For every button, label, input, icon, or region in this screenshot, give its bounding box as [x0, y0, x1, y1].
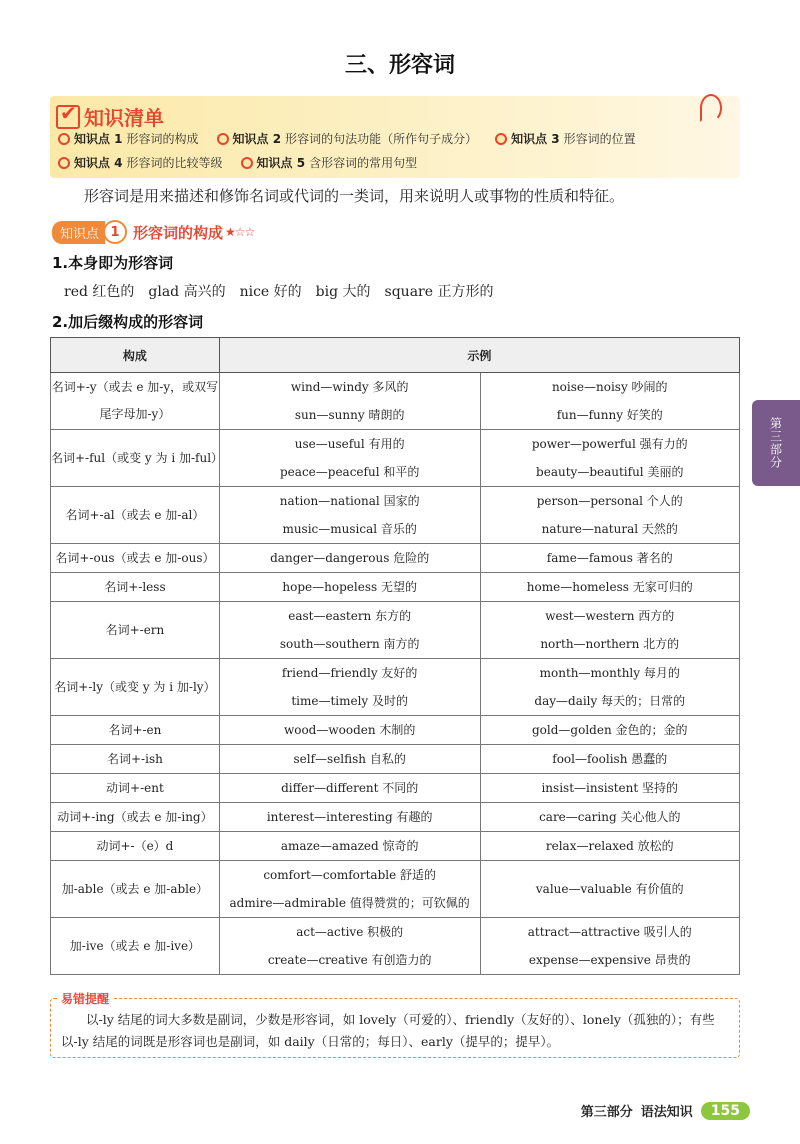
example-cell: [480, 803, 739, 832]
example-word: wind—windy 多风的: [290, 380, 409, 394]
example-cell: [480, 832, 739, 861]
example-word: relax—relaxed 放松的: [545, 839, 674, 853]
example-word: value—valuable 有价值的: [535, 882, 684, 896]
example-word: music—musical 音乐的: [282, 522, 417, 536]
side-tab: 第三部分: [752, 400, 800, 486]
example-word: day—daily 每天的；日常的: [534, 694, 686, 708]
example-cell: [480, 487, 739, 544]
example-cell: [219, 487, 480, 544]
example-cell: [480, 861, 739, 918]
example-word: attract—attractive 吸引人的: [527, 925, 692, 939]
example-cell: [480, 716, 739, 745]
rule-cell: 加-ive（或去 e 加-ive）: [51, 918, 220, 975]
subheading-2: 2.加后缀构成的形容词: [52, 313, 204, 331]
example-cell: [219, 803, 480, 832]
example-word: differ—different 不同的: [281, 781, 419, 795]
table-row: [51, 602, 740, 659]
example-word: north—northern 北方的: [540, 637, 680, 651]
footer-section: 语法知识: [640, 1105, 693, 1120]
rule-cell: 名词+-ous（或去 e 加-ous）: [51, 544, 220, 573]
example-word: create—creative 有创造力的: [267, 953, 432, 967]
example-cell: [219, 918, 480, 975]
example-word: amaze—amazed 惊奇的: [280, 839, 419, 853]
example-word: fame—famous 著名的: [546, 551, 673, 565]
example-cell: [480, 573, 739, 602]
example-cell: [219, 861, 480, 918]
example-word: time—timely 及时的: [291, 694, 409, 708]
example-word: month—monthly 每月的: [539, 666, 680, 680]
table-row: [51, 861, 740, 918]
example-cell: [219, 430, 480, 487]
example-word: home—homeless 无家可归的: [526, 580, 693, 594]
example-cell: [219, 745, 480, 774]
subheading-1: 1.本身即为形容词: [52, 254, 174, 272]
knowledge-point: 知识点 1 形容词的构成: [58, 130, 199, 147]
rule-cell: 名词+-ful（或变 y 为 i 加-ful）: [51, 430, 220, 487]
knowledge-box-title: 知识清单: [84, 106, 164, 130]
example-cell: [219, 544, 480, 573]
intro-paragraph: 形容词是用来描述和修饰名词或代词的一类词，用来说明人或事物的性质和特征。: [84, 187, 625, 205]
example-cell: [219, 373, 480, 430]
table-header-rule: 构成: [51, 338, 220, 373]
example-item: red 红色的: [64, 284, 135, 300]
hook-icon: [700, 94, 722, 122]
example-cell: [219, 832, 480, 861]
tip-label: 易错提醒: [57, 990, 113, 1007]
example-cell: [480, 774, 739, 803]
example-cell: [480, 544, 739, 573]
example-cell: [480, 659, 739, 716]
bullet-icon: [58, 133, 70, 145]
table-row: [51, 716, 740, 745]
example-word: person—personal 个人的: [536, 494, 683, 508]
example-word: admire—admirable 值得赞赏的；可钦佩的: [229, 896, 470, 910]
example-list: [64, 281, 493, 301]
knowledge-point: 知识点 5 含形容词的常用句型: [241, 154, 418, 171]
example-word: hope—hopeless 无望的: [282, 580, 417, 594]
example-cell: [480, 430, 739, 487]
example-word: fool—foolish 愚蠢的: [552, 752, 668, 766]
rule-cell: 动词+-（e）d: [51, 832, 220, 861]
example-word: west—western 西方的: [545, 609, 675, 623]
bullet-icon: [241, 157, 253, 169]
example-cell: [480, 745, 739, 774]
rule-cell: 加-able（或去 e 加-able）: [51, 861, 220, 918]
tip-box: [50, 992, 740, 1058]
rule-cell: 名词+-ish: [51, 745, 220, 774]
example-word: use—useful 有用的: [294, 437, 405, 451]
page-number: 155: [701, 1102, 750, 1120]
rule-cell: 动词+-ing（或去 e 加-ing）: [51, 803, 220, 832]
example-item: square 正方形的: [384, 284, 494, 300]
rule-cell: 名词+-less: [51, 573, 220, 602]
table-row: [51, 573, 740, 602]
example-word: gold—golden 金色的；金的: [532, 723, 688, 737]
example-word: expense—expensive 昂贵的: [528, 953, 691, 967]
example-word: nature—natural 天然的: [541, 522, 678, 536]
table-row: [51, 430, 740, 487]
example-cell: [480, 918, 739, 975]
rule-cell: 动词+-ent: [51, 774, 220, 803]
example-word: interest—interesting 有趣的: [266, 810, 433, 824]
knowledge-points-row-2: [58, 154, 417, 171]
suffix-table: [50, 337, 740, 975]
example-word: nation—national 国家的: [279, 494, 420, 508]
example-cell: [480, 373, 739, 430]
example-item: big 大的: [315, 284, 371, 300]
table-row: [51, 832, 740, 861]
table-body: [51, 373, 740, 975]
knowledge-points-row-1: [58, 130, 636, 147]
rule-cell: 名词+-al（或去 e 加-al）: [51, 487, 220, 544]
example-cell: [480, 602, 739, 659]
page-footer: [581, 1101, 750, 1120]
table-row: [51, 544, 740, 573]
bullet-icon: [495, 133, 507, 145]
section-title: 形容词的构成: [133, 223, 224, 242]
example-word: wood—wooden 木制的: [283, 723, 416, 737]
knowledge-point: 知识点 2 形容词的句法功能（所作句子成分）: [217, 130, 478, 147]
table-row: [51, 659, 740, 716]
table-row: [51, 774, 740, 803]
example-cell: [219, 774, 480, 803]
table-row: [51, 918, 740, 975]
knowledge-point: 知识点 3 形容词的位置: [495, 130, 636, 147]
rule-cell: 名词+-ly（或变 y 为 i 加-ly）: [51, 659, 220, 716]
rule-cell: 名词+-ern: [51, 602, 220, 659]
example-word: self—selfish 自私的: [293, 752, 406, 766]
table-row: [51, 373, 740, 430]
section-heading: [52, 220, 254, 244]
section-badge: 知识点: [52, 221, 105, 244]
table-row: [51, 487, 740, 544]
example-word: noise—noisy 吵闹的: [551, 380, 668, 394]
table-row: [51, 803, 740, 832]
knowledge-box: [50, 96, 740, 178]
example-cell: [219, 659, 480, 716]
difficulty-stars-icon: ★☆☆: [225, 225, 255, 239]
checklist-icon: [56, 105, 80, 129]
table-header-examples: 示例: [219, 338, 739, 373]
example-word: beauty—beautiful 美丽的: [536, 465, 684, 479]
example-word: fun—funny 好笑的: [556, 408, 663, 422]
example-word: act—active 积极的: [296, 925, 404, 939]
example-item: nice 好的: [239, 284, 302, 300]
knowledge-point: 知识点 4 形容词的比较等级: [58, 154, 223, 171]
example-word: care—caring 关心他人的: [539, 810, 681, 824]
example-cell: [219, 716, 480, 745]
section-number: 1: [103, 220, 127, 244]
footer-part: 第三部分: [580, 1105, 633, 1120]
example-word: east—eastern 东方的: [288, 609, 412, 623]
example-item: glad 高兴的: [148, 284, 226, 300]
example-word: power—powerful 强有力的: [531, 437, 688, 451]
example-word: friend—friendly 友好的: [281, 666, 418, 680]
example-word: insist—insistent 坚持的: [541, 781, 679, 795]
bullet-icon: [58, 157, 70, 169]
rule-cell: 名词+-en: [51, 716, 220, 745]
example-word: sun—sunny 晴朗的: [294, 408, 405, 422]
page-title: 三、形容词: [344, 53, 455, 78]
example-word: danger—dangerous 危险的: [270, 551, 430, 565]
example-word: peace—peaceful 和平的: [280, 465, 420, 479]
table-row: [51, 745, 740, 774]
bullet-icon: [217, 133, 229, 145]
tip-text: 以-ly 结尾的词大多数是副词，少数是形容词，如 lovely（可爱的）、friendly（友好的）、lonely（孤独的）；有些以-ly 结尾的词既是形容词也是副词，如 daily（日常的；每日）、early（提早的；提早）。: [61, 1012, 715, 1049]
knowledge-box-heading: [56, 102, 164, 131]
rule-cell: 名词+-y（或去 e 加-y，或双写尾字母加-y）: [51, 373, 220, 430]
example-cell: [219, 602, 480, 659]
example-word: south—southern 南方的: [279, 637, 420, 651]
example-word: comfort—comfortable 舒适的: [263, 868, 437, 882]
example-cell: [219, 573, 480, 602]
